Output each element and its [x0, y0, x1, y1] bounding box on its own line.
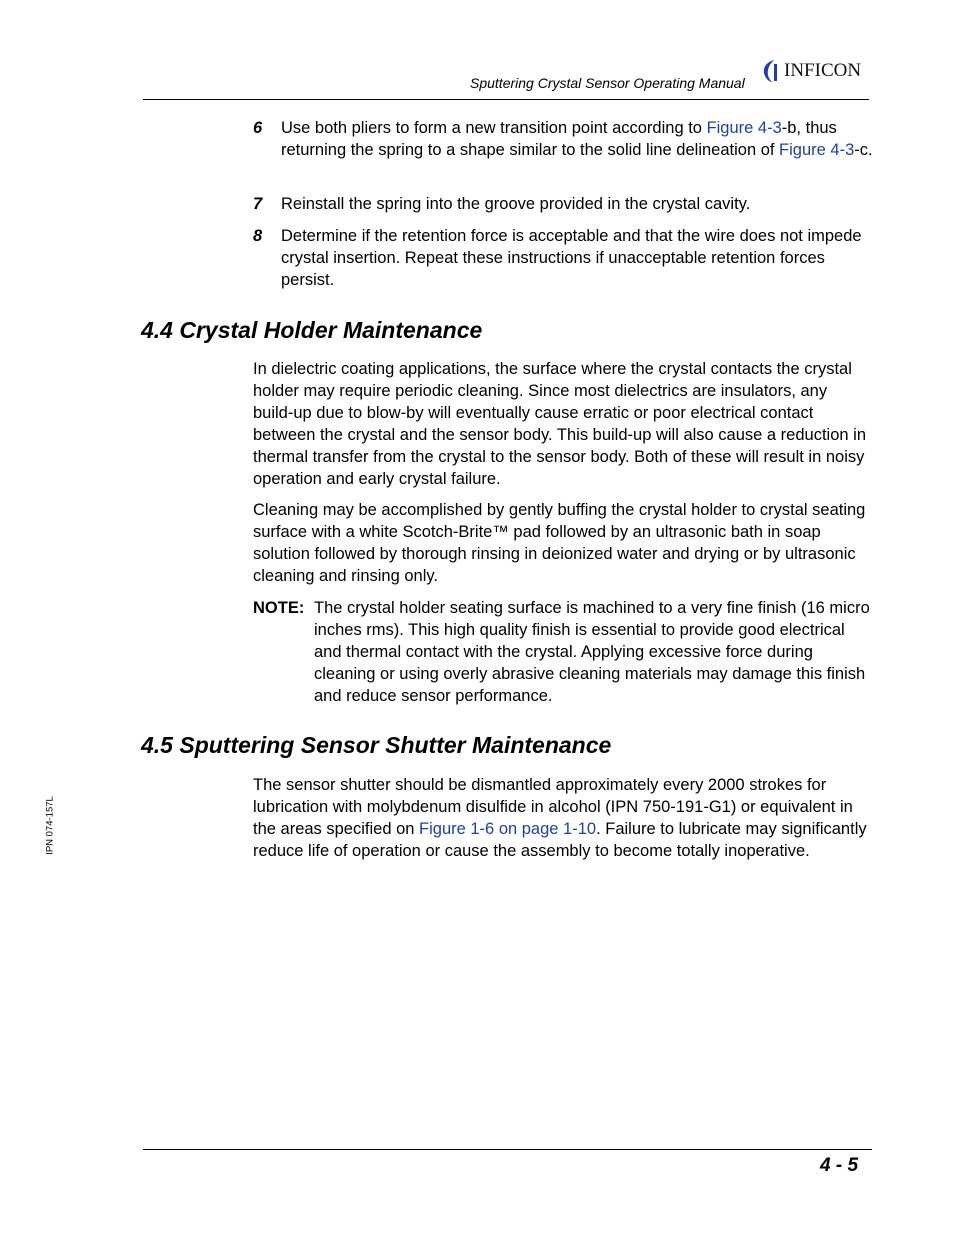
note-block: [253, 597, 871, 707]
step-number: 6: [253, 119, 263, 137]
note-label: NOTE:: [253, 599, 305, 617]
paragraph-dielectric: In dielectric coating applications, the surface where the crystal contacts the crystal holder may require periodic cleaning. Since most dielectrics are insulators, any build-up due to blow-by will eventually cause erratic or poor electrical contact between the crystal and the sensor body. This build-up will also cause a reduction in thermal transfer from the crystal to the sensor body. Both of these will result in noisy operation and early crystal failure.: [253, 360, 866, 488]
note-text: The crystal holder seating surface is machined to a very fine finish (16 micro inches rms). This high quality finish is essential to provide good electrical and thermal contact with the crystal. Applying excessive force during cleaning or using overly abrasive cleaning materials may damage this finish and reduce sensor performance.: [314, 599, 870, 705]
step-6: [253, 117, 873, 161]
step-text: Reinstall the spring into the groove provided in the crystal cavity.: [281, 195, 751, 213]
page-number: 4 - 5: [820, 1155, 859, 1176]
logo-text: INFICON: [784, 60, 862, 81]
figure-1-6-link[interactable]: Figure 1-6 on page 1-10: [419, 820, 597, 838]
step-number: 8: [253, 227, 263, 245]
figure-4-3-link[interactable]: Figure 4-3: [779, 141, 855, 159]
running-header-title: Sputtering Crystal Sensor Operating Manual: [470, 75, 745, 91]
footer-rule: [143, 1149, 872, 1150]
step-7: [253, 193, 873, 215]
header-rule: [143, 99, 869, 100]
step-text: Use both pliers to form a new transition point according to Figure 4-3-b, thus returning the spring to a shape similar to the solid line delineation of Figure 4-3-c.: [281, 119, 873, 159]
step-text: Determine if the retention force is acceptable and that the wire does not impede crystal insertion. Repeat these instructions if unacceptable retention forces persist.: [281, 227, 862, 289]
figure-4-3-link[interactable]: Figure 4-3: [706, 119, 782, 137]
inficon-logo: [760, 57, 861, 85]
section-heading-4-4: 4.4 Crystal Holder Maintenance: [141, 317, 483, 343]
inficon-mark-icon: [760, 58, 782, 84]
paragraph-cleaning: Cleaning may be accomplished by gently buffing the crystal holder to crystal seating surface with a white Scotch-Brite™ pad followed by an ultrasonic bath in soap solution followed by thorough rinsing in deionized water and drying or by ultrasonic cleaning and rinsing only.: [253, 501, 866, 585]
step-number: 7: [253, 195, 263, 213]
step-8: [253, 225, 873, 291]
ipn-side-label: IPN 074-157L: [44, 796, 56, 855]
section-heading-4-5: 4.5 Sputtering Sensor Shutter Maintenance: [141, 732, 612, 758]
paragraph-shutter: The sensor shutter should be dismantled approximately every 2000 strokes for lubrication with molybdenum disulfide in alcohol (IPN 750-191-G1) or equivalent in the areas specified on Figure 1-6 on page 1-10. Failure to lubricate may significantly reduce life of operation or cause the assembly to become totally inoperative.: [253, 776, 867, 860]
